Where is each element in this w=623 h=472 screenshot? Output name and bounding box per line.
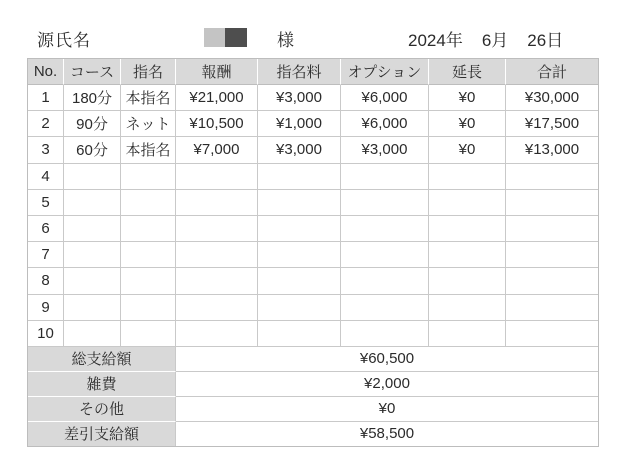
cell-nomination-fee [258, 295, 341, 321]
cell-total [506, 268, 598, 294]
table-header-row [28, 59, 598, 85]
cell-no: 8 [28, 268, 64, 294]
date-year: 2024年 [408, 31, 463, 50]
table-row [28, 268, 598, 294]
summary-label-net: 差引支給額 [28, 422, 176, 446]
cell-total: ¥30,000 [506, 85, 598, 111]
cell-extension [429, 321, 506, 347]
cell-no: 6 [28, 216, 64, 242]
date-day: 26日 [527, 31, 564, 50]
table-row [28, 321, 598, 347]
cell-nomination [121, 242, 176, 268]
cell-option [341, 295, 429, 321]
summary-row-gross [28, 347, 598, 372]
summary-label-gross: 総支給額 [28, 347, 176, 372]
table-row [28, 242, 598, 268]
table-row [28, 111, 598, 137]
pay-table [27, 58, 599, 447]
cell-no: 4 [28, 164, 64, 190]
cell-nomination: ネット [121, 111, 176, 137]
cell-total [506, 216, 598, 242]
cell-course: 60分 [64, 137, 121, 163]
cell-nomination: 本指名 [121, 85, 176, 111]
col-header-total: 合計 [506, 59, 598, 85]
cell-option: ¥3,000 [341, 137, 429, 163]
summary-label-other: その他 [28, 397, 176, 422]
summary-row-other [28, 397, 598, 422]
cell-course [64, 295, 121, 321]
table-row [28, 216, 598, 242]
cell-option [341, 216, 429, 242]
cell-no: 10 [28, 321, 64, 347]
cell-reward [176, 268, 258, 294]
cell-nomination-fee: ¥1,000 [258, 111, 341, 137]
cell-extension [429, 295, 506, 321]
redaction-block-dark [225, 28, 247, 47]
redaction-block-light [204, 28, 225, 47]
cell-course: 180分 [64, 85, 121, 111]
col-header-course: コース [64, 59, 121, 85]
cell-extension: ¥0 [429, 111, 506, 137]
cell-total [506, 321, 598, 347]
cell-nomination [121, 190, 176, 216]
cell-reward [176, 216, 258, 242]
cell-course: 90分 [64, 111, 121, 137]
cell-total: ¥13,000 [506, 137, 598, 163]
cell-nomination [121, 216, 176, 242]
redacted-name [204, 28, 247, 47]
date-month: 6月 [481, 31, 509, 50]
cell-course [64, 164, 121, 190]
summary-value-net: ¥58,500 [176, 422, 598, 446]
cell-reward [176, 190, 258, 216]
cell-no: 7 [28, 242, 64, 268]
cell-reward: ¥7,000 [176, 137, 258, 163]
table-row [28, 85, 598, 111]
cell-total [506, 190, 598, 216]
cell-extension [429, 242, 506, 268]
cell-nomination-fee [258, 164, 341, 190]
col-header-reward: 報酬 [176, 59, 258, 85]
cell-total [506, 295, 598, 321]
col-header-nomination: 指名 [121, 59, 176, 85]
cell-option: ¥6,000 [341, 111, 429, 137]
cell-nomination-fee: ¥3,000 [258, 85, 341, 111]
cell-nomination [121, 164, 176, 190]
cell-extension: ¥0 [429, 85, 506, 111]
cell-extension [429, 164, 506, 190]
cell-reward [176, 164, 258, 190]
cell-nomination [121, 321, 176, 347]
cell-total: ¥17,500 [506, 111, 598, 137]
cell-reward: ¥21,000 [176, 85, 258, 111]
cell-extension [429, 268, 506, 294]
cell-course [64, 268, 121, 294]
cell-nomination-fee [258, 190, 341, 216]
summary-value-gross: ¥60,500 [176, 347, 598, 372]
cell-course [64, 321, 121, 347]
summary-value-expenses: ¥2,000 [176, 372, 598, 397]
cell-reward: ¥10,500 [176, 111, 258, 137]
cell-reward [176, 242, 258, 268]
cell-option [341, 321, 429, 347]
cell-no: 2 [28, 111, 64, 137]
stage-name-label: 源氏名 [37, 31, 91, 50]
cell-nomination-fee [258, 321, 341, 347]
cell-no: 5 [28, 190, 64, 216]
table-row [28, 137, 598, 163]
cell-extension: ¥0 [429, 137, 506, 163]
cell-course [64, 216, 121, 242]
cell-total [506, 164, 598, 190]
cell-nomination [121, 295, 176, 321]
cell-nomination-fee: ¥3,000 [258, 137, 341, 163]
col-header-no: No. [28, 59, 64, 85]
cell-option: ¥6,000 [341, 85, 429, 111]
table-row [28, 190, 598, 216]
cell-option [341, 242, 429, 268]
cell-course [64, 242, 121, 268]
col-header-extension: 延長 [429, 59, 506, 85]
cell-extension [429, 216, 506, 242]
table-row [28, 164, 598, 190]
col-header-nomination-fee: 指名料 [258, 59, 341, 85]
table-row [28, 295, 598, 321]
honorific-label: 様 [277, 31, 294, 50]
cell-no: 9 [28, 295, 64, 321]
cell-total [506, 242, 598, 268]
cell-option [341, 190, 429, 216]
statement-date [408, 26, 563, 51]
cell-nomination-fee [258, 242, 341, 268]
cell-nomination [121, 268, 176, 294]
cell-no: 3 [28, 137, 64, 163]
summary-label-expenses: 雑費 [28, 372, 176, 397]
cell-course [64, 190, 121, 216]
cell-nomination-fee [258, 216, 341, 242]
summary-row-net [28, 422, 598, 446]
document-header [0, 0, 623, 58]
cell-reward [176, 321, 258, 347]
col-header-option: オプション [341, 59, 429, 85]
cell-option [341, 164, 429, 190]
cell-reward [176, 295, 258, 321]
cell-extension [429, 190, 506, 216]
summary-value-other: ¥0 [176, 397, 598, 422]
cell-nomination-fee [258, 268, 341, 294]
cell-nomination: 本指名 [121, 137, 176, 163]
cell-no: 1 [28, 85, 64, 111]
summary-row-expenses [28, 372, 598, 397]
cell-option [341, 268, 429, 294]
